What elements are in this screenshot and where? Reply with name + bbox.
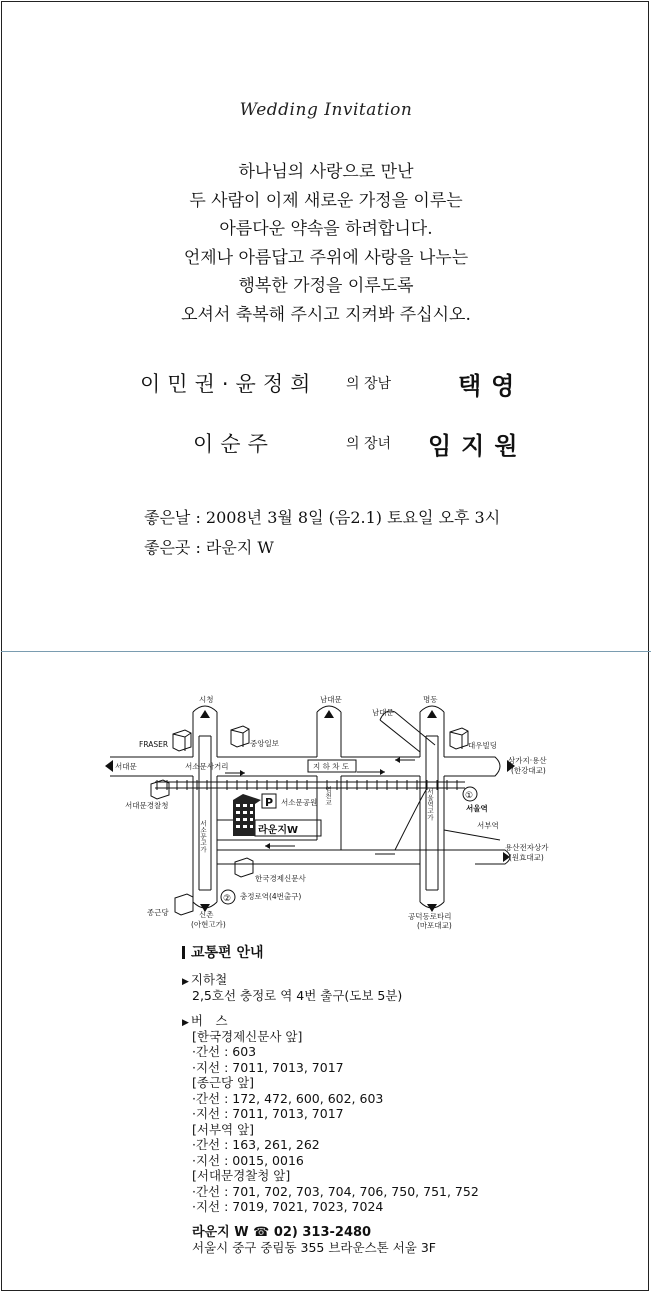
lounge-label: 라운지W [258,825,299,836]
invitation-title: Wedding Invitation [239,100,413,120]
venue-phone: 02) 313-2480 [273,1224,372,1240]
telephone-icon: ☎ [253,1224,270,1240]
map-label: 충정로역(4번출구) [240,892,302,901]
place-line: 좋은곳 : 라운지 W [144,538,274,557]
map-label: 시청 [199,695,214,704]
bus-line: [한국경제신문사 앞] [192,1028,303,1044]
heading-bar-icon [182,946,185,959]
station-marker: ① [465,791,474,801]
location-map [95,690,555,930]
map-label: 서소문공원 [281,798,318,807]
map-label: (아현고가) [191,920,226,929]
invitation-message [0,158,652,329]
map-label: 삼가지·용산 [508,756,547,765]
map-label: FRASER [139,740,169,749]
map-label: (마포대교) [417,921,452,930]
groom-row [0,364,652,404]
message-line: 아름다운 약속을 하려합니다. [219,219,433,239]
bride-row [0,424,652,464]
venue-address: 서울시 중구 중림동 355 브라운스톤 서울 3F [192,1240,436,1255]
guide-heading [182,942,602,962]
map-label: 명동 [423,695,438,704]
map-label: 공덕동로타리 [408,912,452,921]
bride-relation: 의 장녀 [346,436,392,452]
bus-line: ·간선 : 172, 472, 600, 602, 603 [192,1090,384,1106]
map-label: 서소문고가 [199,820,207,853]
subway-info: 2,5호선 충정로 역 4번 출구(도보 5분) [192,987,403,1003]
triangle-icon: ▶ [182,977,189,987]
subway-heading: 지하철 [190,972,228,987]
date-line: 좋은날 : 2008년 3월 8일 (음2.1) 토요일 오후 3시 [144,508,501,527]
bus-line: ·지선 : 7011, 7013, 7017 [192,1106,344,1121]
map-label: 용산전자상가 [505,843,549,852]
bus-line: ·지선 : 0015, 0016 [192,1152,304,1168]
map-label: 서소문사거리 [185,762,229,771]
message-line: 언제나 아름답고 주위에 사랑을 나누는 [183,247,469,268]
triangle-icon: ▶ [182,1018,189,1028]
bride-name: 임지원 [428,432,528,460]
bus-line: ·간선 : 603 [192,1044,257,1059]
venue-contact [182,1225,602,1241]
venue-name: 라운지 W [192,1224,249,1240]
map-label: 염천교 [324,786,332,806]
station-marker: ② [223,894,232,904]
building-icon [233,794,261,836]
map-label: 남대문 [320,695,342,704]
message-line: 하나님의 사랑으로 만난 [238,162,414,182]
groom-parents: 이민권·윤정희 [140,372,318,396]
map-label: 서부역 [477,821,499,830]
map-label: 한국경제신문사 [255,874,306,883]
map-label: (원효대교) [509,853,544,862]
bus-line: [종근당 앞] [192,1075,255,1090]
transport-guide [182,942,602,1256]
map-label: 서울역고가 [426,788,434,821]
parking-label: P [265,796,274,809]
groom-relation: 의 장남 [346,376,392,392]
map-label: 종근당 [147,908,169,917]
bride-parents: 이순주 [193,432,275,456]
map-label: 신촌 [199,910,214,919]
message-line: 오셔서 축복해 주시고 지켜봐 주십시오. [181,304,471,325]
map-label: 서대문경찰청 [125,801,169,810]
map-label: 서울역 [466,804,488,813]
groom-name: 택영 [458,372,525,400]
bus-heading: 버 스 [190,1013,228,1028]
map-label: (한강대교) [511,766,546,775]
bus-line: ·지선 : 7019, 7021, 7023, 7024 [192,1199,384,1214]
map-label: 중앙일보 [250,739,279,748]
map-label: 지 하 차 도 [313,762,350,771]
bus-line: [서부역 앞] [192,1121,255,1137]
map-label: 대우빌딩 [468,741,497,750]
guide-heading-text: 교통편 안내 [191,945,264,961]
map-label: 남대문 [372,708,394,717]
fold-line [1,651,651,652]
bus-line: [서대문경찰청 앞] [192,1168,291,1183]
map-label: 서대문 [115,762,137,771]
bus-line: ·간선 : 701, 702, 703, 704, 706, 750, 751, 752 [192,1183,479,1199]
bus-line: ·간선 : 163, 261, 262 [192,1137,320,1152]
bus-line: ·지선 : 7011, 7013, 7017 [192,1059,344,1075]
message-line: 두 사람이 이제 새로운 가정을 이루는 [189,190,463,211]
message-line: 행복한 가정을 이루도록 [238,276,414,296]
